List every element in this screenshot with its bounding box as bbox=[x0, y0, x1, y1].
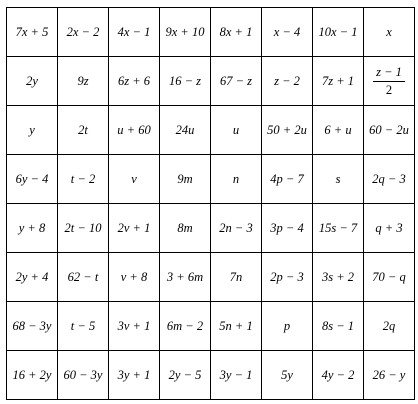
grid-cell: 8x + 1 bbox=[211, 8, 262, 57]
grid-cell: 3s + 2 bbox=[313, 253, 364, 302]
grid-cell: 7n bbox=[211, 253, 262, 302]
grid-cell: 3v + 1 bbox=[109, 302, 160, 351]
grid-cell: 3y + 1 bbox=[109, 351, 160, 400]
grid-cell: v bbox=[109, 155, 160, 204]
grid-cell: 4p − 7 bbox=[262, 155, 313, 204]
grid-cell: 8m bbox=[160, 204, 211, 253]
grid-row bbox=[7, 351, 415, 400]
grid-cell: 62 − t bbox=[58, 253, 109, 302]
grid-cell: p bbox=[262, 302, 313, 351]
grid-cell: 3p − 4 bbox=[262, 204, 313, 253]
grid-cell: 6m − 2 bbox=[160, 302, 211, 351]
grid-cell: 2p − 3 bbox=[262, 253, 313, 302]
grid-row bbox=[7, 8, 415, 57]
grid-cell bbox=[364, 57, 415, 106]
grid-cell: s bbox=[313, 155, 364, 204]
grid-cell: x − 4 bbox=[262, 8, 313, 57]
grid-row bbox=[7, 57, 415, 106]
grid-cell: 4x − 1 bbox=[109, 8, 160, 57]
grid-cell: 2t bbox=[58, 106, 109, 155]
grid-cell: 7x + 5 bbox=[7, 8, 58, 57]
grid-row bbox=[7, 302, 415, 351]
grid-cell: u + 60 bbox=[109, 106, 160, 155]
grid-cell: 60 − 2u bbox=[364, 106, 415, 155]
grid-cell: q + 3 bbox=[364, 204, 415, 253]
grid-cell: 2q bbox=[364, 302, 415, 351]
grid-cell: 7z + 1 bbox=[313, 57, 364, 106]
grid-cell: 15s − 7 bbox=[313, 204, 364, 253]
expression-grid-body bbox=[7, 8, 415, 400]
grid-cell: z − 2 bbox=[262, 57, 313, 106]
fraction-denominator: 2 bbox=[385, 82, 393, 97]
grid-cell: n bbox=[211, 155, 262, 204]
grid-cell: 6 + u bbox=[313, 106, 364, 155]
grid-cell: 2y + 4 bbox=[7, 253, 58, 302]
grid-cell: 2q − 3 bbox=[364, 155, 415, 204]
grid-cell: y bbox=[7, 106, 58, 155]
grid-cell: 60 − 3y bbox=[58, 351, 109, 400]
grid-cell: 2v + 1 bbox=[109, 204, 160, 253]
grid-cell: 9z bbox=[58, 57, 109, 106]
grid-cell: x bbox=[364, 8, 415, 57]
grid-cell: 67 − z bbox=[211, 57, 262, 106]
grid-cell: t − 2 bbox=[58, 155, 109, 204]
grid-cell: 3y − 1 bbox=[211, 351, 262, 400]
grid-cell: 70 − q bbox=[364, 253, 415, 302]
grid-cell: 2n − 3 bbox=[211, 204, 262, 253]
grid-cell: 50 + 2u bbox=[262, 106, 313, 155]
grid-cell: 24u bbox=[160, 106, 211, 155]
grid-cell: 2t − 10 bbox=[58, 204, 109, 253]
fraction-numerator: z − 1 bbox=[373, 65, 405, 81]
grid-cell: 5y bbox=[262, 351, 313, 400]
grid-cell: 9m bbox=[160, 155, 211, 204]
grid-cell: u bbox=[211, 106, 262, 155]
grid-cell: 3 + 6m bbox=[160, 253, 211, 302]
grid-cell: 68 − 3y bbox=[7, 302, 58, 351]
grid-cell: v + 8 bbox=[109, 253, 160, 302]
expression-grid bbox=[6, 7, 415, 400]
grid-cell: 8s − 1 bbox=[313, 302, 364, 351]
grid-cell: 5n + 1 bbox=[211, 302, 262, 351]
grid-cell: 4y − 2 bbox=[313, 351, 364, 400]
grid-row bbox=[7, 253, 415, 302]
grid-cell: 9x + 10 bbox=[160, 8, 211, 57]
grid-cell: 2y bbox=[7, 57, 58, 106]
grid-row bbox=[7, 106, 415, 155]
grid-cell: 2x − 2 bbox=[58, 8, 109, 57]
grid-cell: 16 − z bbox=[160, 57, 211, 106]
grid-cell: 10x − 1 bbox=[313, 8, 364, 57]
grid-cell: 6z + 6 bbox=[109, 57, 160, 106]
grid-row bbox=[7, 204, 415, 253]
fraction-expression bbox=[373, 65, 405, 97]
grid-cell: y + 8 bbox=[7, 204, 58, 253]
grid-cell: 16 + 2y bbox=[7, 351, 58, 400]
grid-cell: 26 − y bbox=[364, 351, 415, 400]
grid-cell: 2y − 5 bbox=[160, 351, 211, 400]
grid-cell: 6y − 4 bbox=[7, 155, 58, 204]
grid-row bbox=[7, 155, 415, 204]
grid-cell: t − 5 bbox=[58, 302, 109, 351]
